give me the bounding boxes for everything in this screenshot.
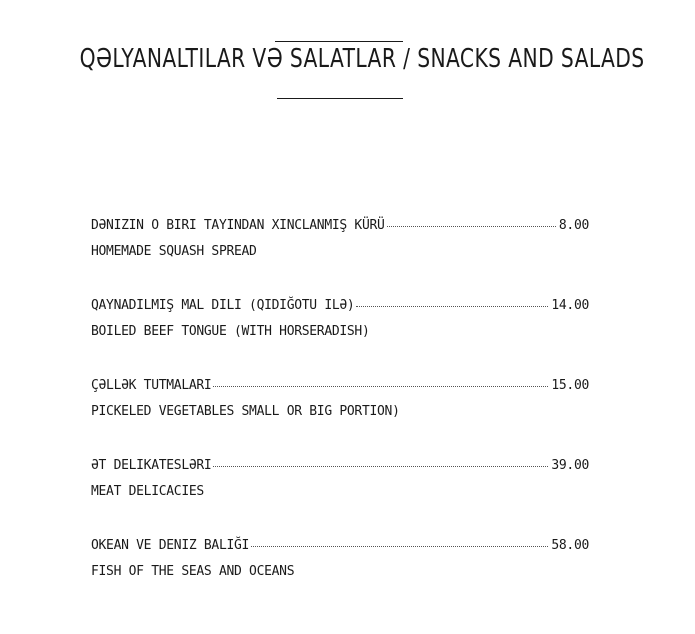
menu-item-line	[91, 298, 589, 320]
menu-item-line	[91, 218, 589, 240]
menu-item-name: ÇƏLLƏK TUTMALARI	[91, 378, 212, 393]
menu-item-price: 15.00	[551, 378, 589, 393]
menu-item	[91, 458, 589, 538]
menu-item	[91, 538, 589, 618]
menu-item	[91, 378, 589, 458]
menu-item-name: DƏNIZIN O BIRI TAYINDAN XINCLANMIŞ KÜRÜ	[91, 218, 385, 233]
menu-item-subtitle: MEAT DELICACIES	[91, 484, 204, 499]
menu-item-price: 14.00	[551, 298, 589, 313]
menu-item-name: ƏT DELIKATESLƏRI	[91, 458, 212, 473]
menu-item-name: QAYNADILMIŞ MAL DILI (QIDIĞOTU ILƏ)	[91, 298, 355, 313]
menu-item-line	[91, 538, 589, 560]
dot-leader	[387, 226, 556, 227]
menu-item	[91, 298, 589, 378]
title-decoration-top-line	[275, 41, 403, 42]
menu-item-name: OKEAN VE DENIZ BALIĞI	[91, 538, 250, 553]
menu-item-line	[91, 458, 589, 480]
menu-item-price: 39.00	[551, 458, 589, 473]
menu-item-subtitle: HOMEMADE SQUASH SPREAD	[91, 244, 257, 259]
menu-item-subtitle: PICKELED VEGETABLES SMALL OR BIG PORTION)	[91, 404, 400, 419]
dot-leader	[213, 386, 548, 387]
dot-leader	[251, 546, 548, 547]
menu-list	[91, 218, 589, 618]
title-decoration-bottom-line	[277, 98, 403, 99]
dot-leader	[356, 306, 548, 307]
menu-item	[91, 218, 589, 298]
menu-item-subtitle: FISH OF THE SEAS AND OCEANS	[91, 564, 295, 579]
title-container	[0, 44, 695, 74]
page-title: QƏLYANALTILAR VƏ SALATLAR / SNACKS AND SALADS	[79, 44, 645, 74]
menu-item-price: 58.00	[551, 538, 589, 553]
menu-item-price: 8.00	[558, 218, 589, 233]
menu-item-subtitle: BOILED BEEF TONGUE (WITH HORSERADISH)	[91, 324, 370, 339]
menu-item-line	[91, 378, 589, 400]
dot-leader	[213, 466, 548, 467]
